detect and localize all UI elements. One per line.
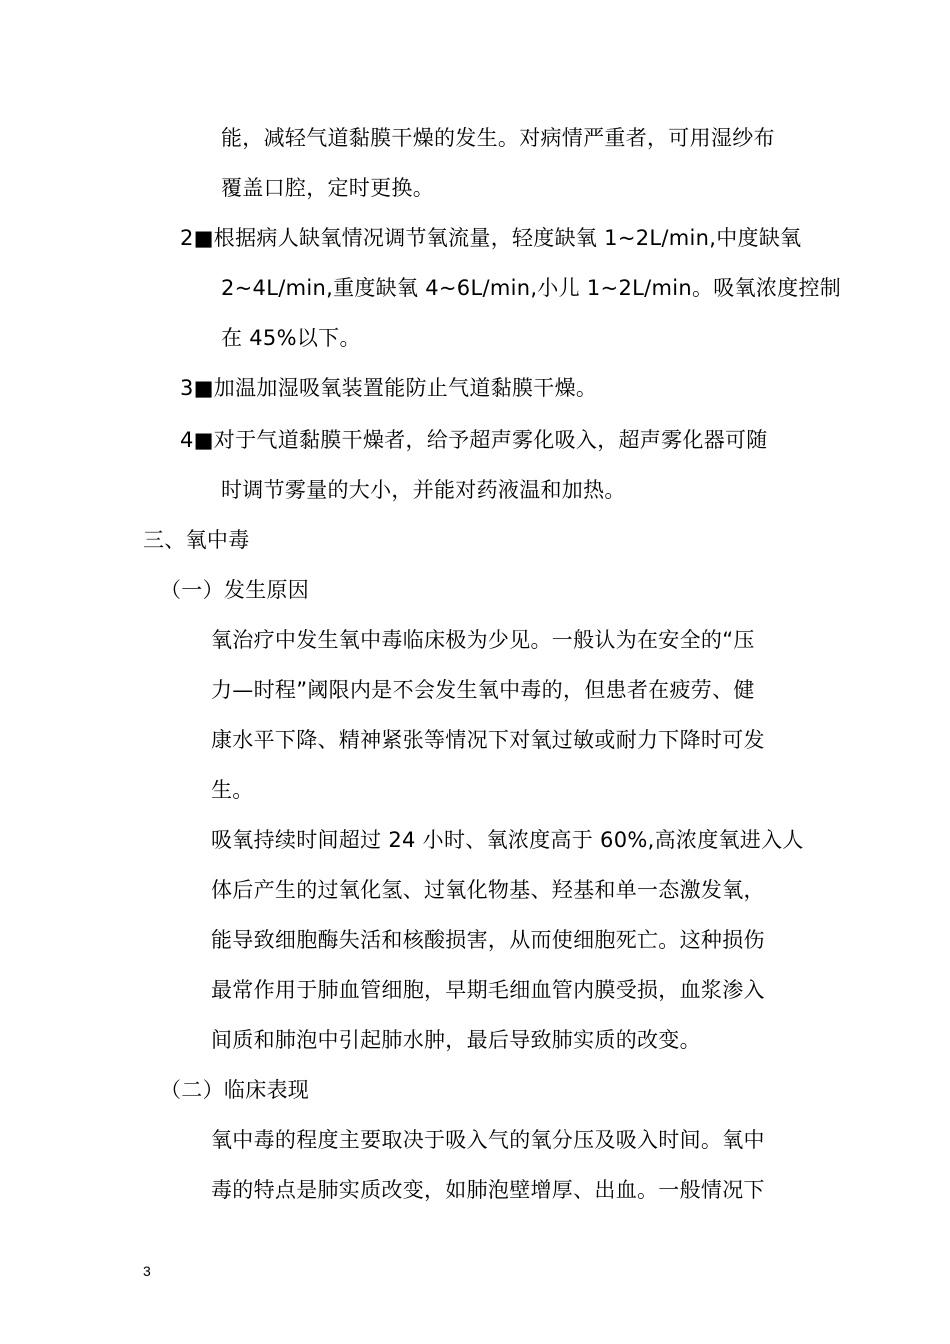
subsection-heading-cause: （一）发生原因 — [160, 578, 310, 602]
paragraph-line: 生。 — [211, 778, 254, 802]
paragraph-line: 力—时程”阈限内是不会发生氧中毒的，但患者在疲劳、健 — [211, 678, 755, 702]
text-line-continuation-1: 能，减轻气道黏膜干燥的发生。对病情严重者，可用湿纱布 — [221, 126, 775, 150]
list-item-4: 4■对于气道黏膜干燥者，给予超声雾化吸入，超声雾化器可随 — [180, 428, 768, 452]
list-item-2-line-2: 2~4L/min,重度缺氧 4~6L/min,小儿 1~2L/min。吸氧浓度控制 — [221, 276, 842, 300]
page-number: 3 — [143, 1263, 151, 1279]
paragraph-line: 最常作用于肺血管细胞，早期毛细血管内膜受损，血浆渗入 — [211, 978, 765, 1002]
paragraph-line: 体后产生的过氧化氢、过氧化物基、羟基和单一态激发氧， — [211, 878, 765, 902]
paragraph-line: 氧治疗中发生氧中毒临床极为少见。一般认为在安全的“压 — [211, 628, 755, 652]
paragraph-line: 康水平下降、精神紧张等情况下对氧过敏或耐力下降时可发 — [211, 728, 765, 752]
list-item-3: 3■加温加湿吸氧装置能防止气道黏膜干燥。 — [180, 376, 598, 400]
subsection-heading-symptoms: （二）临床表现 — [160, 1078, 310, 1102]
text-line-continuation-2: 覆盖口腔，定时更换。 — [221, 176, 434, 200]
paragraph-line: 能导致细胞酶失活和核酸损害，从而使细胞死亡。这种损伤 — [211, 928, 765, 952]
section-heading: 三、氧中毒 — [143, 528, 250, 552]
list-item-4-line-2: 时调节雾量的大小，并能对药液温和加热。 — [221, 478, 626, 502]
paragraph-line: 间质和肺泡中引起肺水肿，最后导致肺实质的改变。 — [211, 1028, 701, 1052]
list-item-2-line-3: 在 45%以下。 — [221, 326, 361, 350]
list-item-2: 2■根据病人缺氧情况调节氧流量，轻度缺氧 1~2L/min,中度缺氧 — [180, 226, 802, 250]
paragraph-line: 氧中毒的程度主要取决于吸入气的氧分压及吸入时间。氧中 — [211, 1128, 765, 1152]
paragraph-line: 毒的特点是肺实质改变，如肺泡壁增厚、出血。一般情况下 — [211, 1178, 765, 1202]
paragraph-line: 吸氧持续时间超过 24 小时、氧浓度高于 60%,高浓度氧进入人 — [211, 828, 804, 852]
